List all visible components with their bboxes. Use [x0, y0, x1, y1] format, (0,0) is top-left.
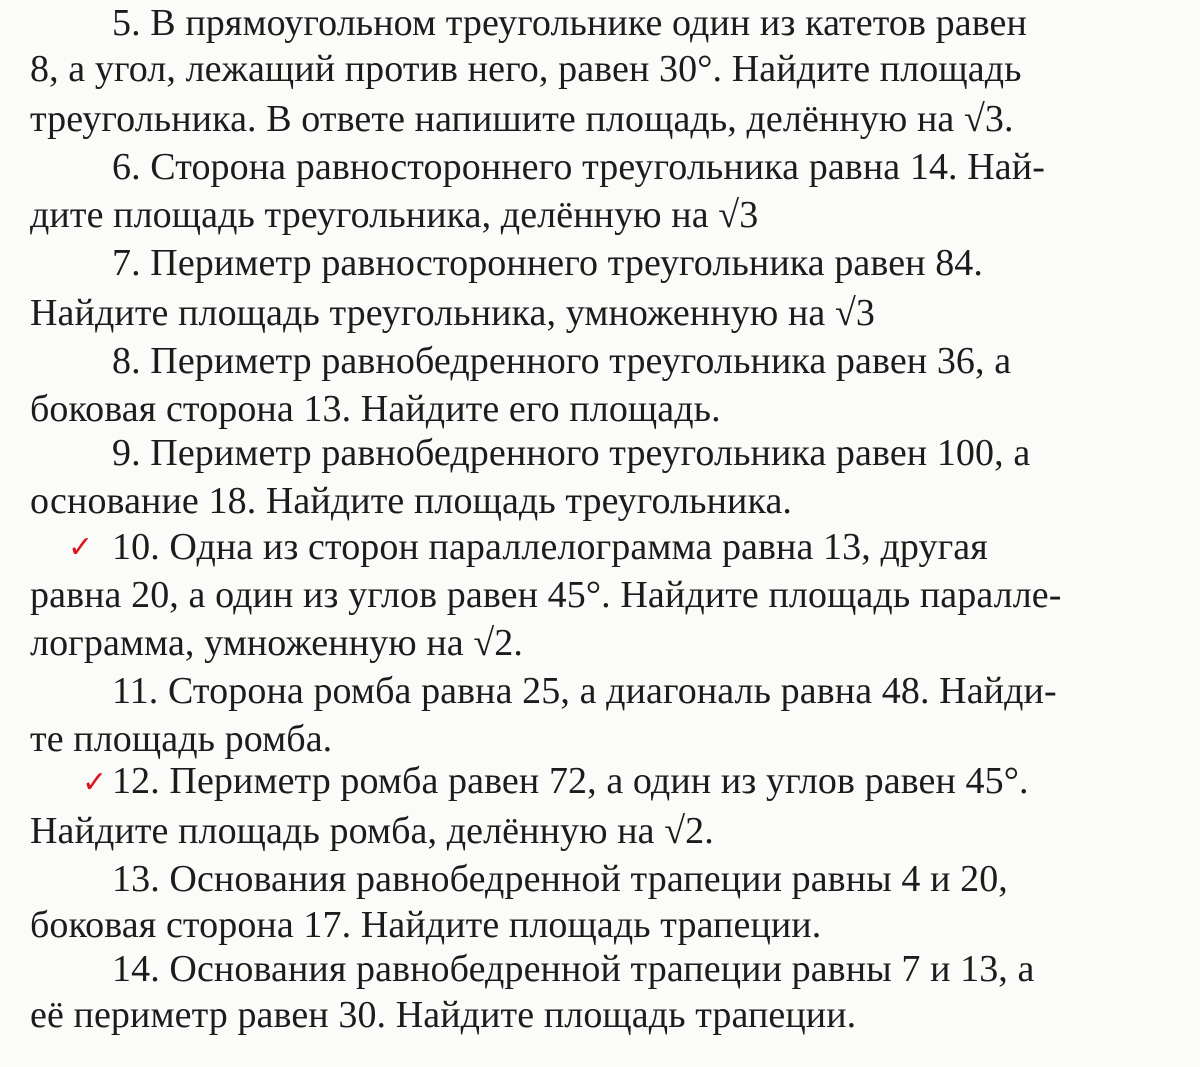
red-check-mark-icon: ✓ — [82, 765, 108, 800]
problem-6-line-1: 6. Сторона равностороннего треугольника равна 14. Най- — [112, 146, 1045, 188]
problem-11-line-2: те площадь ромба. — [30, 718, 333, 760]
problem-6-line-2: дите площадь треугольника, делённую на √3 — [30, 194, 759, 236]
problem-5-line-1: 5. В прямоугольном треугольнике один из катетов равен — [112, 2, 1027, 44]
problem-13-line-2: боковая сторона 17. Найдите площадь трапеции. — [30, 904, 822, 946]
problem-10-line-3: лограмма, умноженную на √2. — [30, 622, 523, 664]
problem-9-line-1: 9. Периметр равнобедренного треугольника равен 100, а — [112, 432, 1031, 474]
problem-5-line-3: треугольника. В ответе напишите площадь, делённую на √3. — [30, 98, 1014, 140]
problem-13-line-1: 13. Основания равнобедренной трапеции равны 4 и 20, — [112, 858, 1008, 900]
problem-12-line-2: Найдите площадь ромба, делённую на √2. — [30, 810, 714, 852]
problem-8-line-1: 8. Периметр равнобедренного треугольника равен 36, а — [112, 340, 1012, 382]
problem-10-line-2: равна 20, а один из углов равен 45°. Найдите площадь паралле- — [30, 574, 1062, 616]
problem-8-line-2: боковая сторона 13. Найдите его площадь. — [30, 388, 721, 430]
problem-5-line-2: 8, а угол, лежащий против него, равен 30°. Найдите площадь — [30, 48, 1022, 90]
problem-11-line-1: 11. Сторона ромба равна 25, а диагональ равна 48. Найди- — [112, 670, 1057, 712]
red-check-mark-icon: ✓ — [68, 530, 94, 565]
problem-7-line-2: Найдите площадь треугольника, умноженную на √3 — [30, 292, 875, 334]
problem-14-line-1: 14. Основания равнобедренной трапеции равны 7 и 13, а — [112, 948, 1035, 990]
problem-14-line-2: её периметр равен 30. Найдите площадь трапеции. — [30, 994, 857, 1036]
problem-10-line-1: 10. Одна из сторон параллелограмма равна 13, другая — [112, 526, 988, 568]
problem-7-line-1: 7. Периметр равностороннего треугольника равен 84. — [112, 242, 984, 284]
problem-9-line-2: основание 18. Найдите площадь треугольника. — [30, 480, 793, 522]
problem-12-line-1: 12. Периметр ромба равен 72, а один из углов равен 45°. — [112, 760, 1029, 802]
